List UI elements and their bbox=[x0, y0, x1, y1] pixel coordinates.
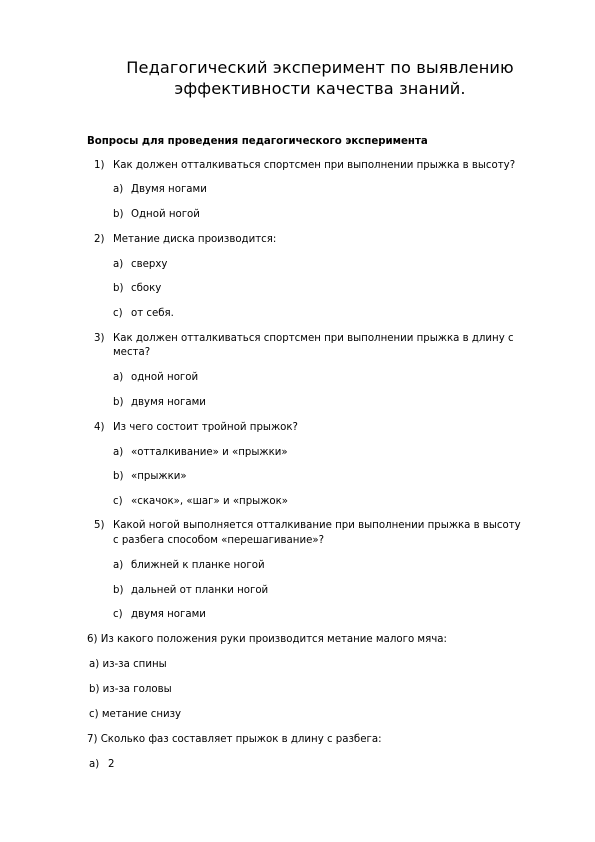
question-6-option-b: b) из-за головы bbox=[89, 684, 172, 695]
document-title-line-1: Педагогический эксперимент по выявлению bbox=[126, 58, 514, 77]
question-2-option-a: сверху bbox=[131, 259, 168, 270]
question-4-text: Из чего состоит тройной прыжок? bbox=[113, 422, 298, 433]
question-4-option-c-marker: c) bbox=[113, 496, 123, 507]
question-3-option-b: двумя ногами bbox=[131, 397, 206, 408]
document-title-line-2: эффективности качества знаний. bbox=[174, 79, 466, 98]
question-5-option-a-marker: a) bbox=[113, 560, 124, 571]
question-5-option-b-marker: b) bbox=[113, 585, 124, 596]
question-6-text: 6) Из какого положения руки производится метание малого мяча: bbox=[87, 634, 447, 645]
question-7-option-a-marker: a) bbox=[89, 759, 100, 770]
question-5-option-a: ближней к планке ногой bbox=[131, 560, 265, 571]
question-4-option-b: «прыжки» bbox=[131, 471, 187, 482]
question-2-text: Метание диска производится: bbox=[113, 234, 277, 245]
question-1-text: Как должен отталкиваться спортсмен при выполнении прыжка в высоту? bbox=[113, 160, 516, 171]
question-3-option-a: одной ногой bbox=[131, 372, 199, 383]
question-4-number: 4) bbox=[94, 422, 105, 433]
question-2-option-c: от себя. bbox=[131, 308, 174, 319]
question-2-option-c-marker: c) bbox=[113, 308, 123, 319]
question-5-option-b: дальней от планки ногой bbox=[131, 585, 269, 596]
question-2-option-a-marker: a) bbox=[113, 259, 124, 270]
question-2-option-b-marker: b) bbox=[113, 283, 124, 294]
question-5-option-c: двумя ногами bbox=[131, 609, 206, 620]
question-4-option-a: «отталкивание» и «прыжки» bbox=[131, 447, 288, 458]
question-4-option-c: «скачок», «шаг» и «прыжок» bbox=[131, 496, 289, 507]
question-1-option-b: Одной ногой bbox=[131, 209, 200, 220]
question-6-option-c: c) метание снизу bbox=[89, 709, 182, 720]
question-3-option-b-marker: b) bbox=[113, 397, 124, 408]
question-1-number: 1) bbox=[94, 160, 105, 171]
question-5-number: 5) bbox=[94, 520, 105, 531]
question-7-text: 7) Сколько фаз составляет прыжок в длину с разбега: bbox=[87, 734, 382, 745]
question-3-number: 3) bbox=[94, 333, 105, 344]
question-1-option-b-marker: b) bbox=[113, 209, 124, 220]
question-1-option-a-marker: a) bbox=[113, 184, 124, 195]
section-heading: Вопросы для проведения педагогического эксперимента bbox=[87, 136, 428, 147]
question-5-text-line-2: с разбега способом «перешагивание»? bbox=[113, 535, 324, 546]
question-4-option-b-marker: b) bbox=[113, 471, 124, 482]
question-7-option-a: 2 bbox=[108, 759, 115, 770]
question-5-text-line-1: Какой ногой выполняется отталкивание при выполнении прыжка в высоту bbox=[113, 520, 521, 531]
question-3-text-line-2: места? bbox=[113, 347, 151, 358]
question-3-option-a-marker: a) bbox=[113, 372, 124, 383]
question-1-option-a: Двумя ногами bbox=[131, 184, 207, 195]
question-2-number: 2) bbox=[94, 234, 105, 245]
question-5-option-c-marker: c) bbox=[113, 609, 123, 620]
question-4-option-a-marker: a) bbox=[113, 447, 124, 458]
question-6-option-a: a) из-за спины bbox=[89, 659, 167, 670]
question-3-text-line-1: Как должен отталкиваться спортсмен при выполнении прыжка в длину с bbox=[113, 333, 514, 344]
question-2-option-b: сбоку bbox=[131, 283, 162, 294]
